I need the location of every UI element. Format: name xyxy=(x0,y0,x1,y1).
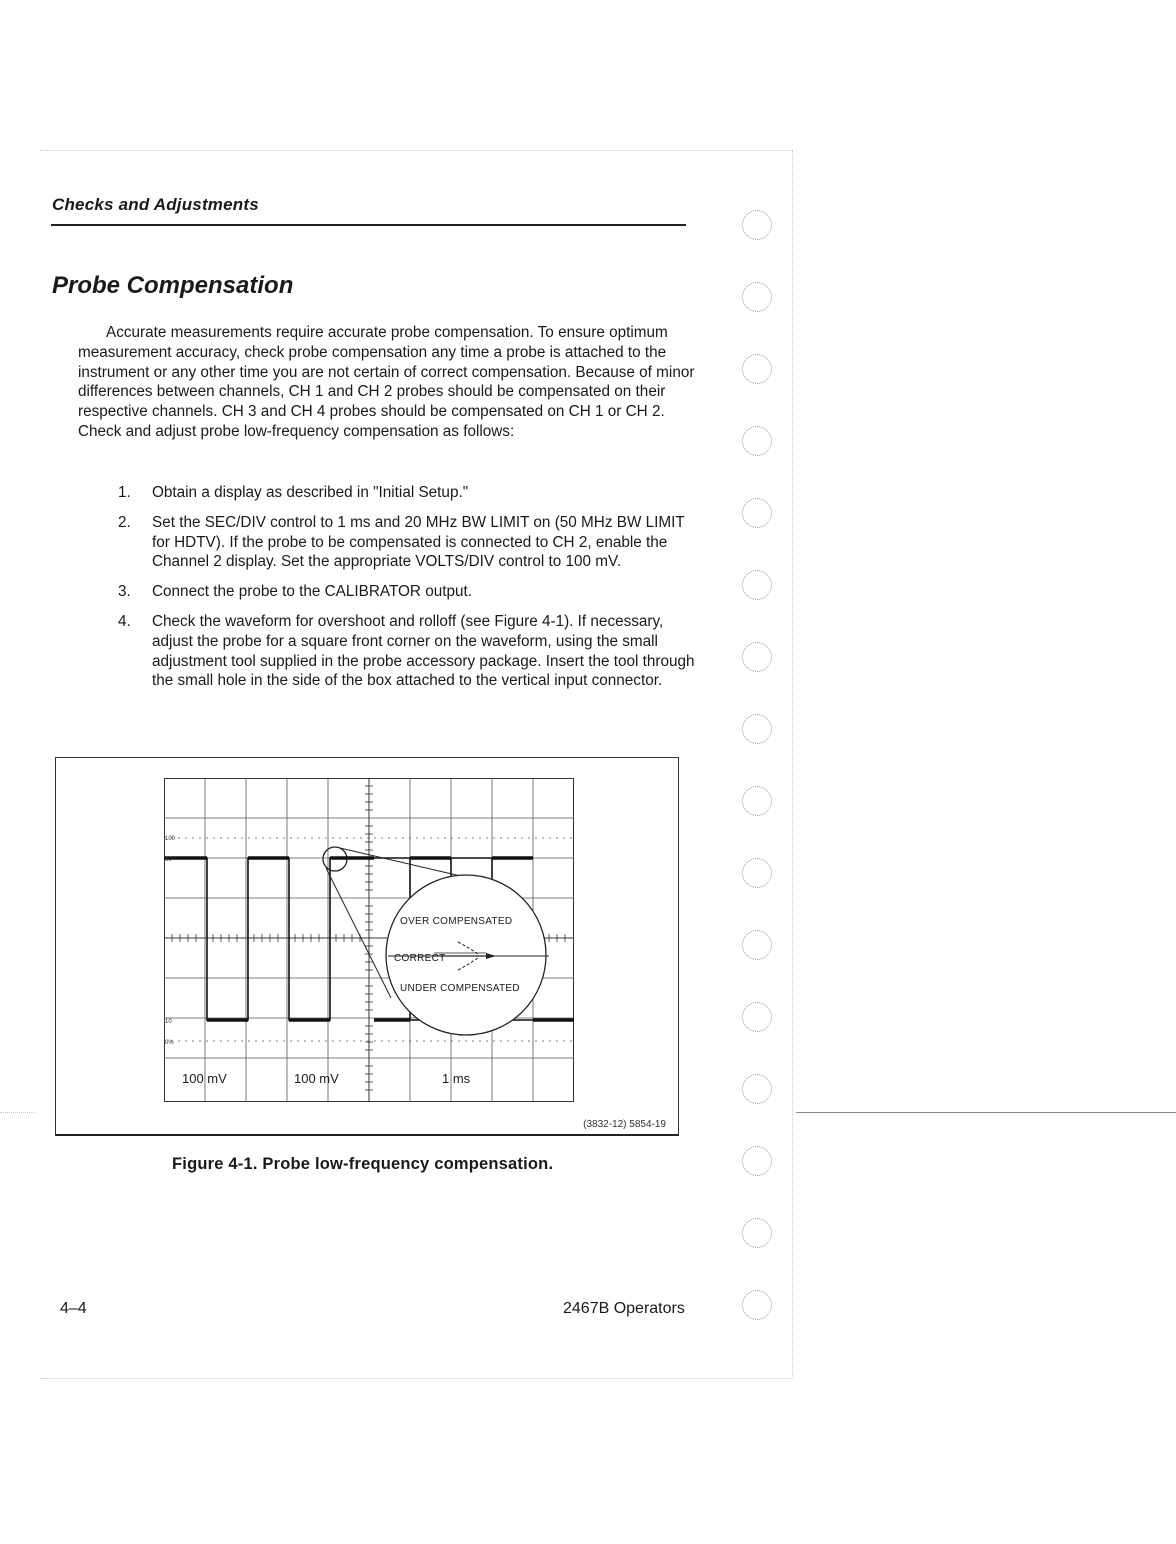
binder-hole xyxy=(742,354,772,384)
step-number: 1. xyxy=(118,484,131,501)
binder-hole xyxy=(742,1002,772,1032)
step-number: 4. xyxy=(118,612,131,630)
callout-line-bottom xyxy=(326,868,391,998)
figure-caption: Figure 4-1. Probe low-frequency compensation. xyxy=(172,1155,554,1173)
page-bottom-edge xyxy=(40,1378,792,1379)
step-text: Check the waveform for overshoot and rolloff (see Figure 4-1). If necessary, adjust the probe for a square front corner on the waveform, using the small adjustment tool supplied in the probe accessory package. Insert the tool through the small hole in the side of the box attached to the vertical input connector. xyxy=(152,612,695,690)
document-name: 2467B Operators xyxy=(563,1300,685,1317)
binder-hole xyxy=(742,282,772,312)
mark-100: 100 xyxy=(165,836,176,842)
correct-label: CORRECT xyxy=(394,953,446,964)
step-item xyxy=(118,483,698,503)
binder-hole xyxy=(742,714,772,744)
page-top-edge xyxy=(40,150,792,151)
figure-id: (3832-12) 5854-19 xyxy=(583,1119,666,1130)
figure-4-1 xyxy=(55,757,679,1136)
scan-edge-line-left xyxy=(0,1112,34,1113)
step-item xyxy=(118,612,698,691)
under-compensated-label: UNDER COMPENSATED xyxy=(400,983,520,994)
binder-hole xyxy=(742,570,772,600)
binder-hole xyxy=(742,642,772,672)
running-header: Checks and Adjustments xyxy=(52,195,259,214)
ch1-volts-readout: 100 mV xyxy=(182,1071,227,1086)
binder-hole xyxy=(742,858,772,888)
binder-hole xyxy=(742,426,772,456)
step-number: 2. xyxy=(118,513,131,531)
step-text: Set the SEC/DIV control to 1 ms and 20 MHz BW LIMIT on (50 MHz BW LIMIT for HDTV). If the probe to be compensated is connected to CH 2, enable the Channel 2 display. Set the appropriate VOLTS/DIV control to 100 mV. xyxy=(152,513,685,571)
procedure-steps xyxy=(118,483,698,701)
binder-hole xyxy=(742,1146,772,1176)
step-item xyxy=(118,582,698,602)
oscilloscope-graticule xyxy=(164,778,574,1103)
binder-hole xyxy=(742,1074,772,1104)
binder-hole xyxy=(742,786,772,816)
section-title: Probe Compensation xyxy=(52,272,294,299)
intro-paragraph: Accurate measurements require accurate probe compensation. To ensure optimum measurement accuracy, check probe compensation any time a probe is attached to the instrument or any other time you are not certain of correct compensation. Because of minor differences between channels, CH 1 and CH 2 probes should be compensated on their respective channels. CH 3 and CH 4 probes should be compensated on CH 1 or CH 2. Check and adjust probe low-frequency compensation as follows: xyxy=(78,324,695,440)
header-rule xyxy=(51,224,686,226)
mark-10: 10 xyxy=(165,1019,172,1025)
binder-hole xyxy=(742,210,772,240)
step-text: Connect the probe to the CALIBRATOR output. xyxy=(152,583,473,601)
step-item xyxy=(118,513,698,572)
mark-0: 0% xyxy=(165,1040,174,1046)
step-text: Obtain a display as described in "Initial Setup." xyxy=(152,484,469,501)
page-right-edge xyxy=(792,150,793,1378)
sec-div-readout: 1 ms xyxy=(442,1071,471,1086)
binder-hole xyxy=(742,1218,772,1248)
scan-edge-line xyxy=(796,1112,1176,1113)
binder-hole xyxy=(742,1290,772,1320)
over-compensated-label: OVER COMPENSATED xyxy=(400,916,513,927)
step-number: 3. xyxy=(118,583,131,601)
page-number: 4–4 xyxy=(60,1300,87,1317)
ch2-volts-readout: 100 mV xyxy=(294,1071,339,1086)
mark-90: 90 xyxy=(165,857,172,863)
binder-hole xyxy=(742,930,772,960)
binder-hole xyxy=(742,498,772,528)
